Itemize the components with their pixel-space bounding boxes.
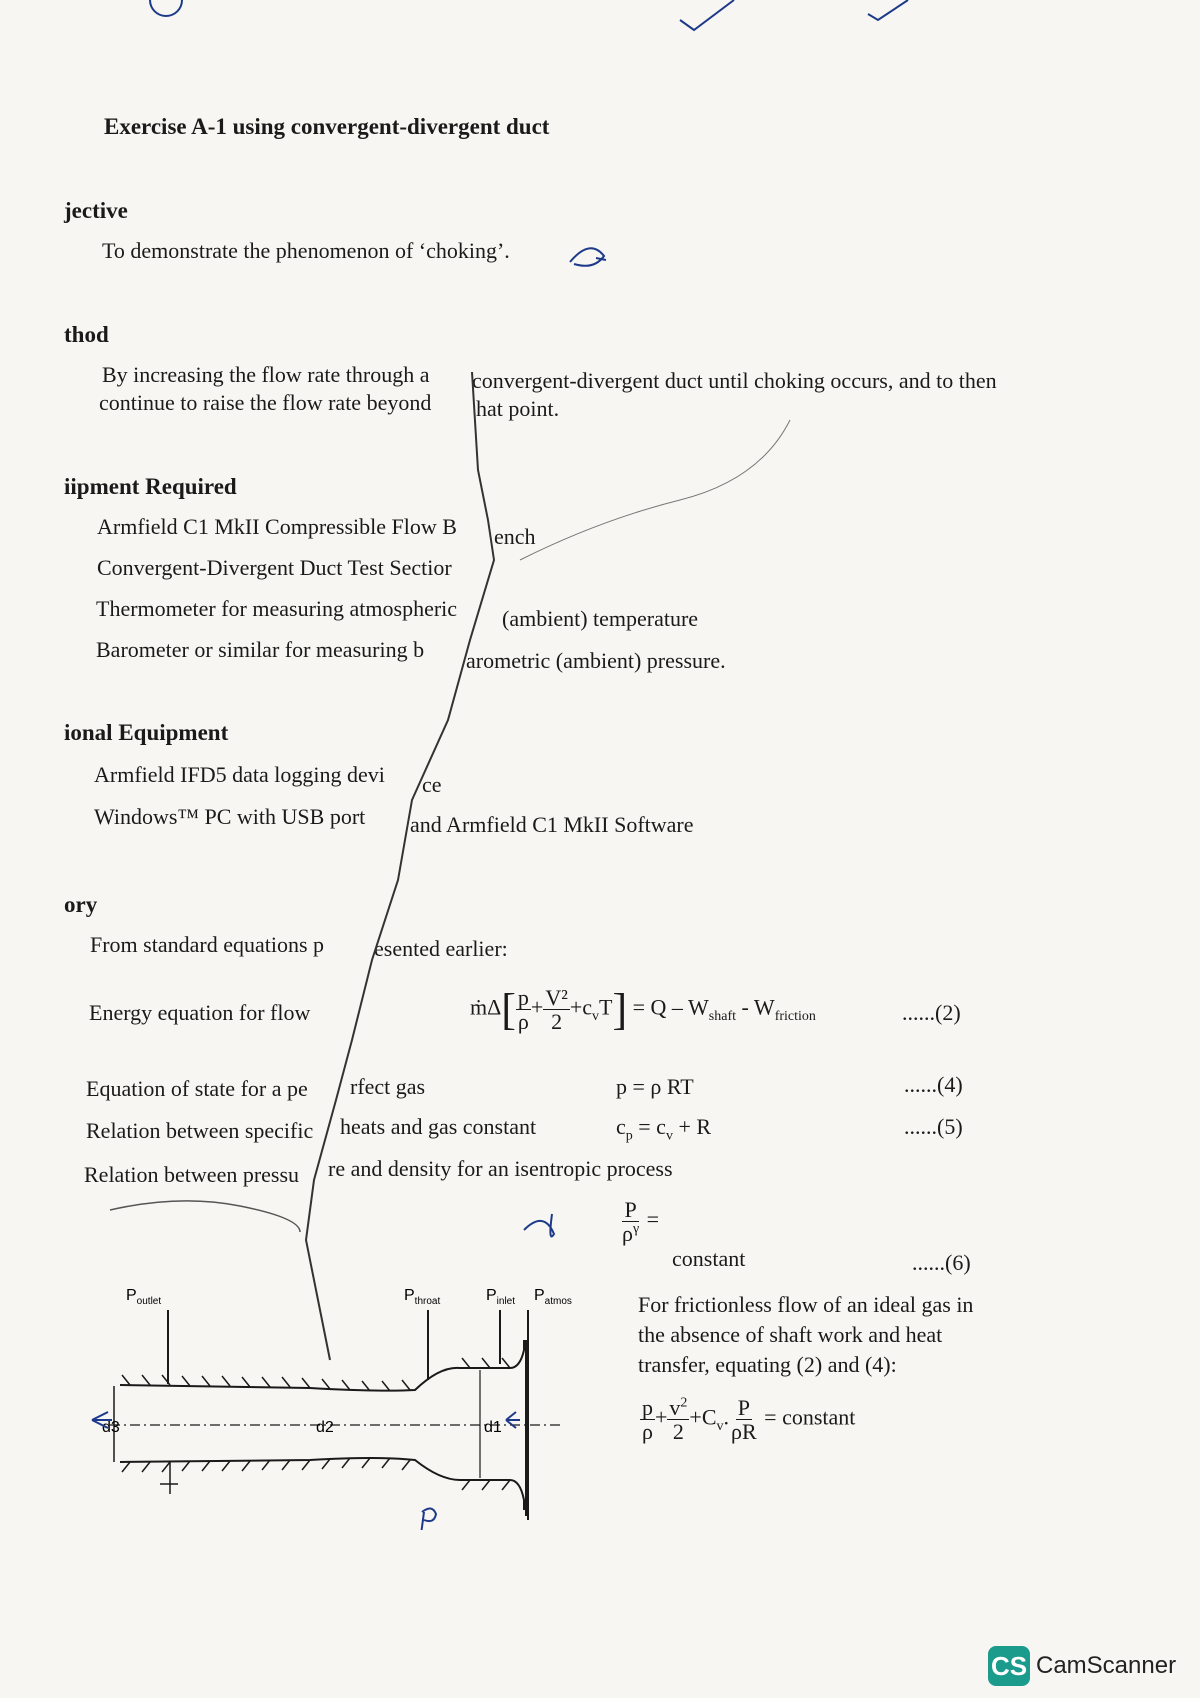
state-label-a: Equation of state for a pe <box>86 1076 308 1101</box>
relation1-a: Relation between specific <box>86 1118 314 1143</box>
d3-label: d3 <box>102 1419 120 1436</box>
state-label-b: rfect gas <box>350 1074 426 1099</box>
method-line-1b: convergent-divergent duct until choking occurs, and to then <box>472 368 997 393</box>
isentropic-equation: $\frac{P}{\rho^\gamma}$ = <box>622 1197 660 1247</box>
p-inlet-label: $P_{inlet}$ <box>486 1287 516 1307</box>
cp-equation: $c_p = c_v + R$ <box>616 1114 712 1144</box>
equipment-item-4b: arometric (ambient) pressure. <box>466 648 726 673</box>
relation2-a: Relation between pressu <box>84 1162 300 1187</box>
energy-rhs: = Q – W <box>632 994 709 1020</box>
method-line-2b: hat point. <box>476 396 560 421</box>
equipment-item-3b: (ambient) temperature <box>502 606 699 631</box>
optional-item-1a: Armfield IFD5 data logging devi <box>94 762 385 787</box>
frictionless-line-2: the absence of shaft work and heat <box>638 1322 943 1347</box>
handwritten-tick-2 <box>868 0 908 20</box>
equipment-item-3a: Thermometer for measuring atmospheric <box>96 596 458 621</box>
equipment-item-1b: ench <box>494 524 536 549</box>
p-outlet-label: $P_{outlet}$ <box>126 1287 162 1307</box>
energy-eq-number: ......(2) <box>902 1000 961 1025</box>
camscanner-text: CamScanner <box>1036 1652 1177 1679</box>
handwritten-tick-1 <box>680 0 734 30</box>
isentropic-p: P <box>624 1197 637 1222</box>
w-friction-sub: friction <box>774 1008 816 1024</box>
optional-heading: ional Equipment <box>64 720 229 745</box>
isentropic-eq-number: ......(6) <box>912 1250 971 1275</box>
equipment-item-2a: Convergent-Divergent Duct Test Sectior <box>97 555 452 580</box>
handwritten-p-mark <box>420 1508 436 1530</box>
handwritten-squiggle <box>524 1214 554 1237</box>
objective-heading: jective <box>64 198 128 223</box>
relation1-b: heats and gas constant <box>340 1114 537 1139</box>
method-line-1a: By increasing the flow rate through a <box>102 362 430 387</box>
final-equation: $\frac{p}{\rho}$ + $\frac{v^2}{2}$ $+C_v$. $\frac{P}{\rho R}$ = constant <box>642 1395 856 1445</box>
duct-upper-wall <box>120 1340 524 1391</box>
state-eq-number: ......(4) <box>904 1072 963 1097</box>
handwritten-initial <box>570 248 606 266</box>
d1-label: d1 <box>484 1419 502 1436</box>
tear-edge-right <box>520 420 790 560</box>
optional-item-2b: and Armfield C1 MkII Software <box>410 812 694 837</box>
energy-equation: ṁΔ[ $\frac{p}{\rho}$ + $\frac{\text{V²}}{2}$ $+c_vT] = Q - W_{shaft} - W_{friction}$ <box>470 984 816 1034</box>
p-atmos-label: $P_{atmos}$ <box>534 1287 572 1307</box>
duct-diagram <box>80 1280 600 1530</box>
relation2-b: re and density for an isentropic process <box>328 1156 673 1181</box>
method-line-2a: continue to raise the flow rate beyond <box>99 390 432 415</box>
equipment-item-4a: Barometer or similar for measuring b <box>96 637 425 662</box>
isentropic-constant: constant <box>672 1246 746 1271</box>
equipment-heading: iipment Required <box>64 474 237 499</box>
p-throat-label: $P_{throat}$ <box>404 1287 441 1307</box>
frictionless-line-1: For frictionless flow of an ideal gas in <box>638 1292 974 1317</box>
handwritten-circle <box>150 0 182 16</box>
energy-2: 2 <box>551 1009 563 1034</box>
equipment-item-1a: Armfield C1 MkII Compressible Flow B <box>97 514 457 539</box>
energy-rho: ρ <box>517 1009 529 1034</box>
final-constant: = constant <box>764 1404 856 1430</box>
optional-item-1b: ce <box>422 772 442 797</box>
cp-eq-number: ......(5) <box>904 1114 963 1139</box>
tear-edge-left <box>110 1201 300 1232</box>
objective-text: To demonstrate the phenomenon of ‘choking’. <box>102 238 510 263</box>
lower-hatching <box>122 1458 510 1490</box>
cp-c: c <box>616 1114 626 1139</box>
theory-heading: ory <box>64 892 98 917</box>
frictionless-line-3: transfer, equating (2) and (4): <box>638 1352 897 1377</box>
state-equation: p = ρ RT <box>616 1074 694 1099</box>
theory-intro-a: From standard equations p <box>90 932 325 957</box>
method-heading: thod <box>64 322 109 347</box>
camscanner-logo: CS <box>988 1646 1030 1686</box>
energy-prefix: ṁΔ <box>470 994 502 1020</box>
energy-label: Energy equation for flow <box>89 1000 311 1025</box>
energy-v2: V² <box>545 984 568 1010</box>
energy-p: p <box>517 984 529 1010</box>
optional-item-2a: Windows™ PC with USB port <box>94 804 366 829</box>
duct-lower-wall <box>120 1458 524 1510</box>
isentropic-rho: ρ <box>622 1221 633 1247</box>
d2-label: d2 <box>316 1419 334 1436</box>
theory-intro-b: esented earlier: <box>374 936 508 961</box>
w-shaft-sub: shaft <box>708 1008 736 1024</box>
energy-cvt: +c <box>569 994 592 1020</box>
page-title: Exercise A-1 using convergent-divergent duct <box>104 114 550 139</box>
